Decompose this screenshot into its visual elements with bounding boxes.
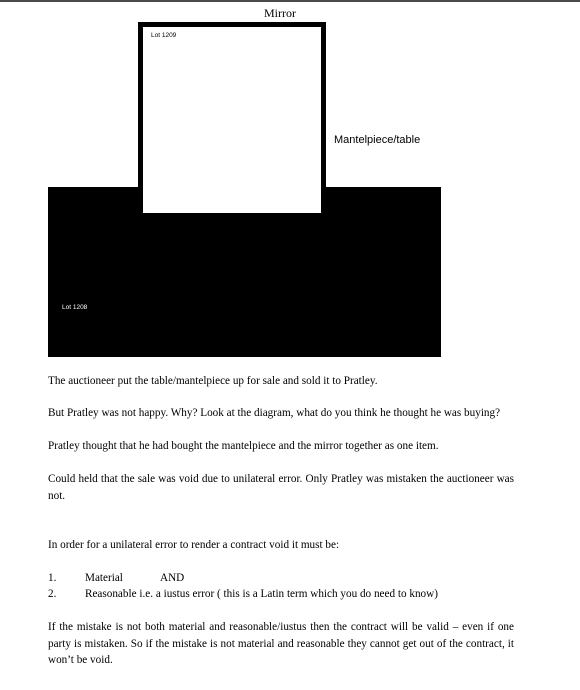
mirror-box bbox=[138, 22, 326, 218]
mirror-lot-label: Lot 1209 bbox=[151, 32, 177, 39]
paragraph-court-held: Could held that the sale was void due to unilateral error. Only Pratley was mistaken the auctioneer was not. bbox=[48, 473, 514, 502]
list-item bbox=[48, 570, 185, 586]
list-number: 2. bbox=[48, 588, 57, 600]
paragraph-question: But Pratley was not happy. Why? Look at the diagram, what do you think he thought he was buying? bbox=[48, 407, 501, 419]
list-text: Material bbox=[85, 572, 123, 584]
list-number: 1. bbox=[48, 572, 57, 584]
list-text: Reasonable i.e. a iustus error ( this is a Latin term which you do need to know) bbox=[85, 588, 438, 600]
list-item bbox=[48, 586, 438, 602]
paragraph-auction: The auctioneer put the table/mantelpiece up for sale and sold it to Pratley. bbox=[48, 375, 378, 387]
mantelpiece-label: Mantelpiece/table bbox=[334, 134, 421, 146]
list-suffix: AND bbox=[160, 572, 185, 584]
top-border-line bbox=[0, 0, 580, 2]
mirror-label: Mirror bbox=[264, 6, 296, 20]
paragraph-requirements-intro: In order for a unilateral error to render a contract void it must be: bbox=[48, 539, 340, 551]
paragraph-conclusion: If the mistake is not both material and reasonable/iustus then the contract will be valid – even if one party is mistaken. So if the mistake is not material and reasonable they cannot get out of the contract, it won’t be void. bbox=[48, 621, 514, 666]
table-lot-label: Lot 1208 bbox=[62, 304, 88, 311]
paragraph-pratley-thought: Pratley thought that he had bought the mantelpiece and the mirror together as one item. bbox=[48, 440, 439, 452]
